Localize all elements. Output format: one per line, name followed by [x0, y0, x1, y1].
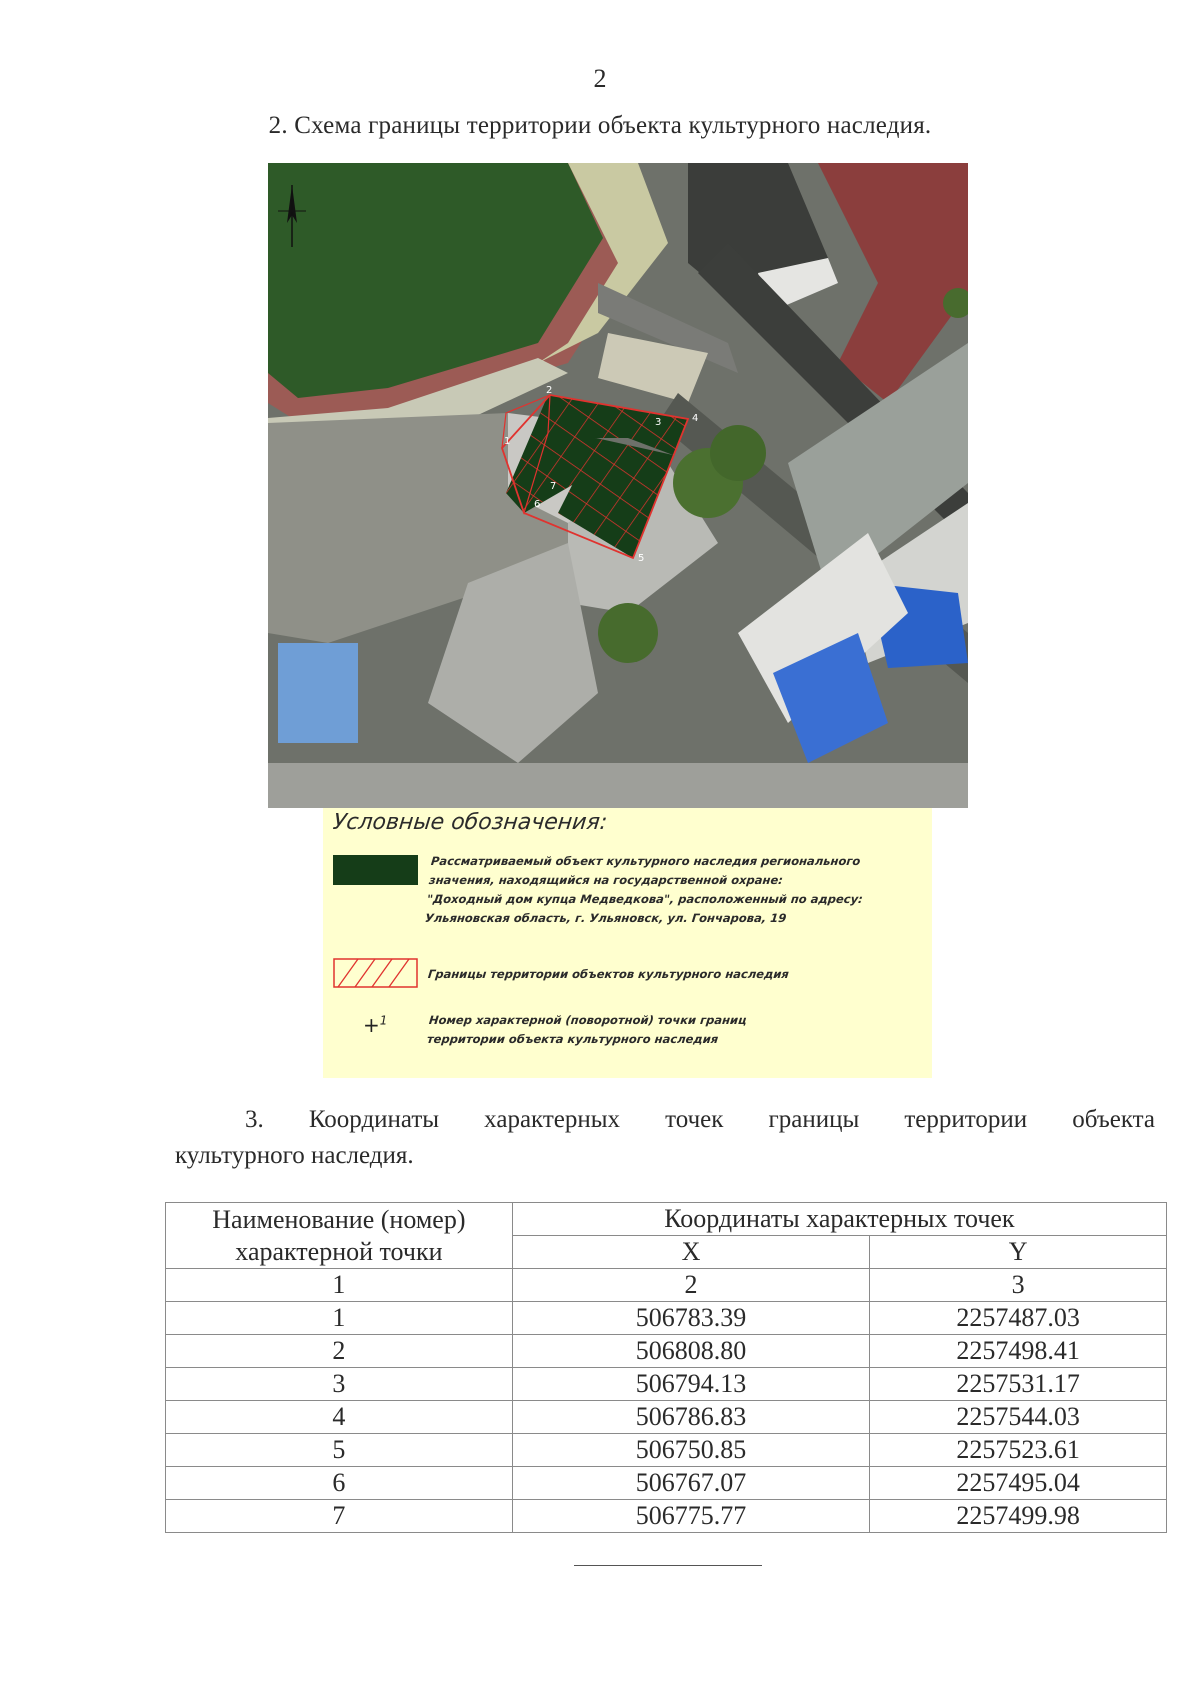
legend-boundary-swatch	[333, 958, 418, 988]
table-row	[166, 1368, 1167, 1401]
table-cell: 2257499.98	[870, 1500, 1167, 1533]
point-label: 5	[638, 553, 645, 564]
page-number: 2	[593, 64, 607, 93]
table-row	[166, 1335, 1167, 1368]
point-label: 3	[655, 417, 662, 428]
table-colnum-row	[166, 1269, 1167, 1302]
legend-point-text: Номер характерной (поворотной) точки границ территории объекта культурного наследия	[426, 1013, 748, 1046]
table-row	[166, 1302, 1167, 1335]
table-header-row	[166, 1203, 1167, 1236]
table-cell: 2	[166, 1335, 513, 1368]
map-legend	[323, 808, 932, 1078]
street-south	[268, 763, 968, 808]
legend-object-text: Рассматриваемый объект культурного наследия регионального значения, находящийся на государственной охране: "Доходный дом купца Медведкова", расположенный по адресу: Ульяновская область, г. Ульяновск, ул. Гончарова, 19	[424, 854, 864, 925]
table-cell: 2	[512, 1269, 870, 1302]
table-row	[166, 1500, 1167, 1533]
blue-roof-west	[278, 643, 358, 743]
plus-icon: +	[363, 1013, 380, 1037]
table-row	[166, 1434, 1167, 1467]
table-row	[166, 1467, 1167, 1500]
point-label: 2	[546, 385, 553, 396]
table-cell: 6	[166, 1467, 513, 1500]
table-cell: 2257487.03	[870, 1302, 1167, 1335]
section3-paragraph	[175, 1102, 1155, 1174]
legend-point-symbol	[363, 1013, 387, 1037]
aerial-map	[268, 163, 968, 808]
section3-line1: 3. Координаты характерных точек границы территории объекта	[245, 1106, 1155, 1133]
point-label: 6	[534, 499, 541, 510]
table-cell: 2257495.04	[870, 1467, 1167, 1500]
header-name: Наименование (номер) характерной точки	[166, 1203, 513, 1269]
table-row	[166, 1401, 1167, 1434]
table-cell: 506808.80	[512, 1335, 870, 1368]
table-cell: 5	[166, 1434, 513, 1467]
point-label: 7	[550, 481, 557, 492]
table-cell: 506783.39	[512, 1302, 870, 1335]
header-coords: Координаты характерных точек	[512, 1203, 1166, 1236]
legend-boundary-text: Границы территории объектов культурного наследия	[427, 967, 790, 981]
table-cell: 506775.77	[512, 1500, 870, 1533]
legend-object-swatch	[333, 855, 418, 885]
table-cell: 506750.85	[512, 1434, 870, 1467]
table-cell: 1	[166, 1269, 513, 1302]
section3-line2: культурного наследия.	[175, 1142, 414, 1169]
header-x: X	[512, 1236, 870, 1269]
tree-group	[598, 603, 658, 663]
table-cell: 506786.83	[512, 1401, 870, 1434]
table-cell: 506794.13	[512, 1368, 870, 1401]
table-cell: 3	[870, 1269, 1167, 1302]
table-cell: 506767.07	[512, 1467, 870, 1500]
point-label: 4	[692, 413, 699, 424]
end-rule	[574, 1565, 762, 1566]
table-cell: 3	[166, 1368, 513, 1401]
table-cell: 2257523.61	[870, 1434, 1167, 1467]
table-cell: 2257531.17	[870, 1368, 1167, 1401]
table-cell: 2257498.41	[870, 1335, 1167, 1368]
legend-title: Условные обозначения:	[331, 810, 609, 835]
point-label: 1	[504, 436, 511, 447]
legend-point-sup: 1	[379, 1013, 388, 1028]
header-y: Y	[870, 1236, 1167, 1269]
section2-heading: 2. Схема границы территории объекта культурного наследия.	[268, 112, 932, 139]
table-cell: 4	[166, 1401, 513, 1434]
table-cell: 1	[166, 1302, 513, 1335]
tree-group	[710, 425, 766, 481]
table-cell: 7	[166, 1500, 513, 1533]
table-cell: 2257544.03	[870, 1401, 1167, 1434]
coordinates-table	[165, 1202, 1167, 1533]
